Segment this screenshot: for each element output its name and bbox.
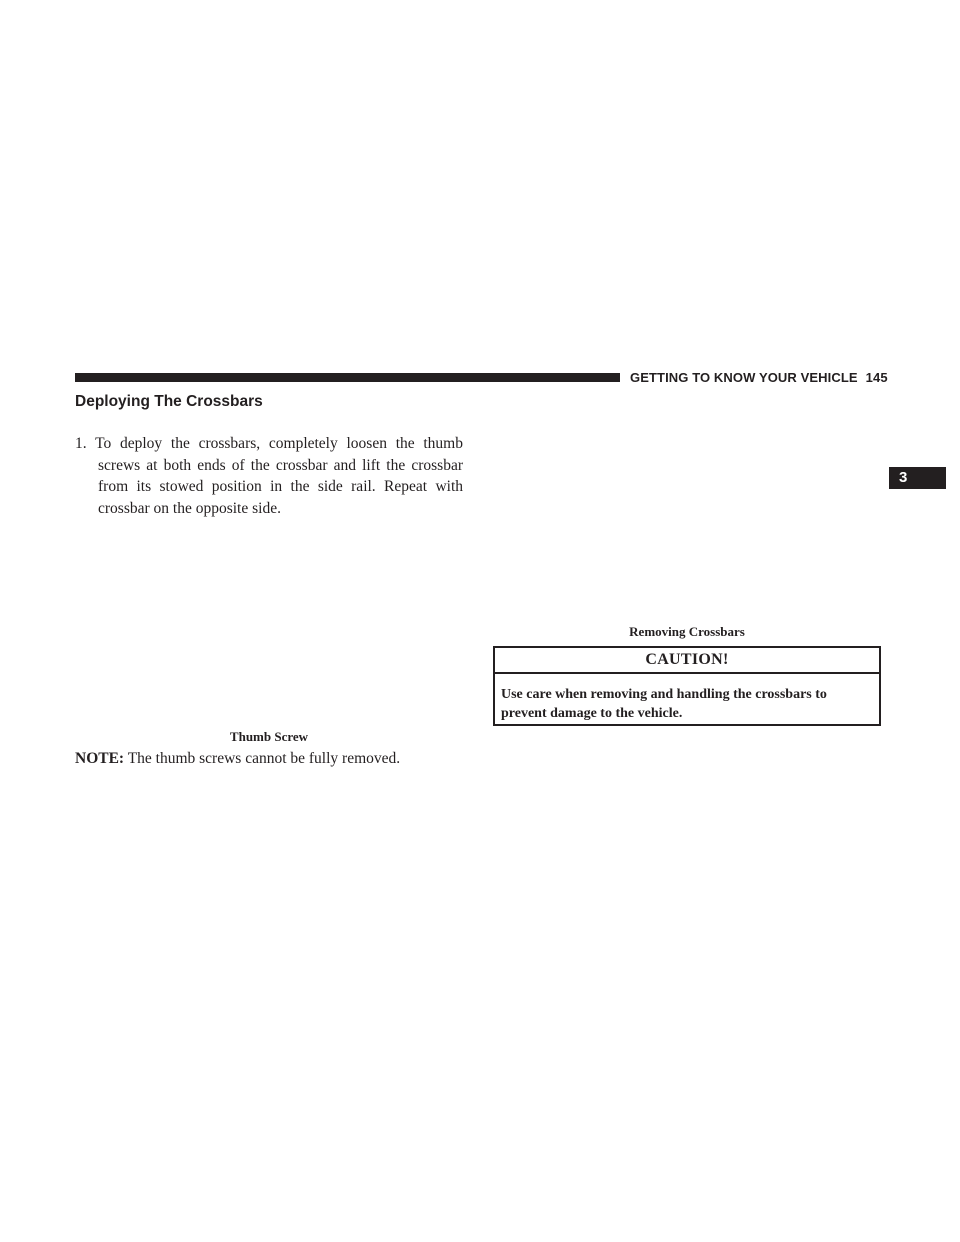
header-rule (75, 373, 620, 382)
section-heading: Deploying The Crossbars (75, 393, 263, 410)
note-paragraph (75, 749, 400, 769)
caution-box (493, 646, 881, 726)
running-header (630, 370, 888, 386)
chapter-tab: 3 (889, 467, 946, 489)
note-label: NOTE: (75, 750, 125, 767)
caution-title: CAUTION! (495, 648, 879, 674)
step-1-text: 1. To deploy the crossbars, completely loosen the thumb screws at both ends of the crossbar and lift the crossbar from its stowed position in the side rail. Repeat with crossbar on the opposite side. (75, 435, 463, 517)
page-number: 145 (865, 370, 888, 385)
header-section-title: GETTING TO KNOW YOUR VEHICLE (630, 370, 858, 385)
note-text: The thumb screws cannot be fully removed. (124, 750, 401, 767)
caution-body: Use care when removing and handling the crossbars to prevent damage to the vehicle. (501, 687, 827, 721)
figure-caption-removing-crossbars: Removing Crossbars (629, 624, 745, 639)
figure-caption-thumb-screw: Thumb Screw (229, 729, 309, 744)
